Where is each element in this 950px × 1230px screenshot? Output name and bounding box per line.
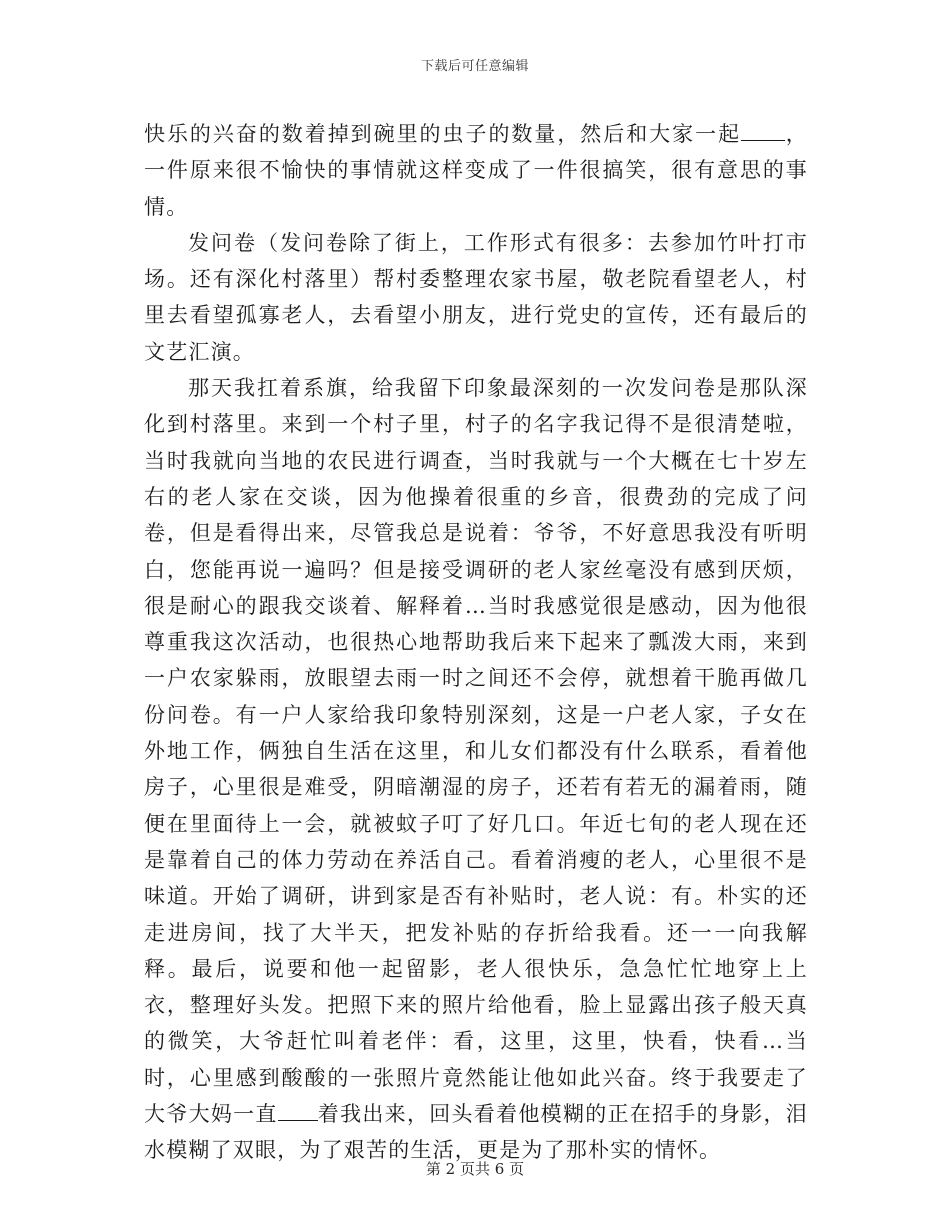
paragraph-1-text-before-blank: 快乐的兴奋的数着掉到碗里的虫子的数量，然后和大家一起 (144, 122, 742, 146)
page-header: 下载后可任意编辑 (420, 59, 529, 74)
page-number-footer: 第 2 页共 6 页 (425, 1160, 525, 1178)
document-body (144, 116, 808, 1169)
fill-in-blank (278, 1100, 318, 1121)
paragraph-3-text-before-blank: 那天我扛着系旗，给我留下印象最深刻的一次发问卷是那队深化到村落里。来到一个村子里，村子的名字我记得不是很清楚啦，当时我就向当地的农民进行调查，当时我就与一个大概在七十岁左右的老人家在交谈，因为他操着很重的乡音，很费劲的完成了问卷，但是看得出来，尽管我总是说着：爷爷，不好意思我没有听明白，您能再说一遍吗？但是接受调研的老人家丝毫没有感到厌烦，很是耐心的跟我交谈着、解释着…当时我感觉很是感动，因为他很尊重我这次活动，也很热心地帮助我后来下起来了瓢泼大雨，来到一户农家躲雨，放眼望去雨一时之间还不会停，就想着干脆再做几份问卷。有一户人家给我印象特别深刻，这是一户老人家，子女在外地工作，俩独自生活在这里，和儿女们都没有什么联系，看着他房子，心里很是难受，阴暗潮湿的房子，还若有若无的漏着雨，随便在里面待上一会，就被蚊子叮了好几口。年近七旬的老人现在还是靠着自己的体力劳动在养活自己。看着消瘦的老人，心里很不是味道。开始了调研，讲到家是否有补贴时，老人说：有。朴实的还走进房间，找了大半天，把发补贴的存折给我看。还一一向我解释。最后，说要和他一起留影，老人很快乐，急急忙忙地穿上上衣，整理好头发。把照下来的照片给他看，脸上显露出孩子般天真的微笑，大爷赶忙叫着老伴：看，这里，这里，快看，快看…当时，心里感到酸酸的一张照片竟然能让他如此兴奋。终于我要走了大爷大妈一直 (144, 376, 808, 1127)
paragraph-3 (144, 370, 808, 1169)
paragraph-1-text-after-blank: ，一件原来很不愉快的事情就这样变成了一件很搞笑，很有意思的事情。 (144, 122, 808, 219)
fill-in-blank (741, 120, 785, 141)
paragraph-3-text-after-blank: 着我出来，回头看着他模糊的正在招手的身影，泪水模糊了双眼，为了艰苦的生活，更是为了那朴实的情怀。 (144, 1102, 808, 1163)
paragraph-1 (144, 116, 808, 225)
paragraph-2: 发问卷（发问卷除了街上，工作形式有很多：去参加竹叶打市场。还有深化村落里）帮村委整理农家书屋，敬老院看望老人，村里去看望孤寡老人，去看望小朋友，进行党史的宣传，还有最后的文艺汇演。 (144, 230, 808, 364)
